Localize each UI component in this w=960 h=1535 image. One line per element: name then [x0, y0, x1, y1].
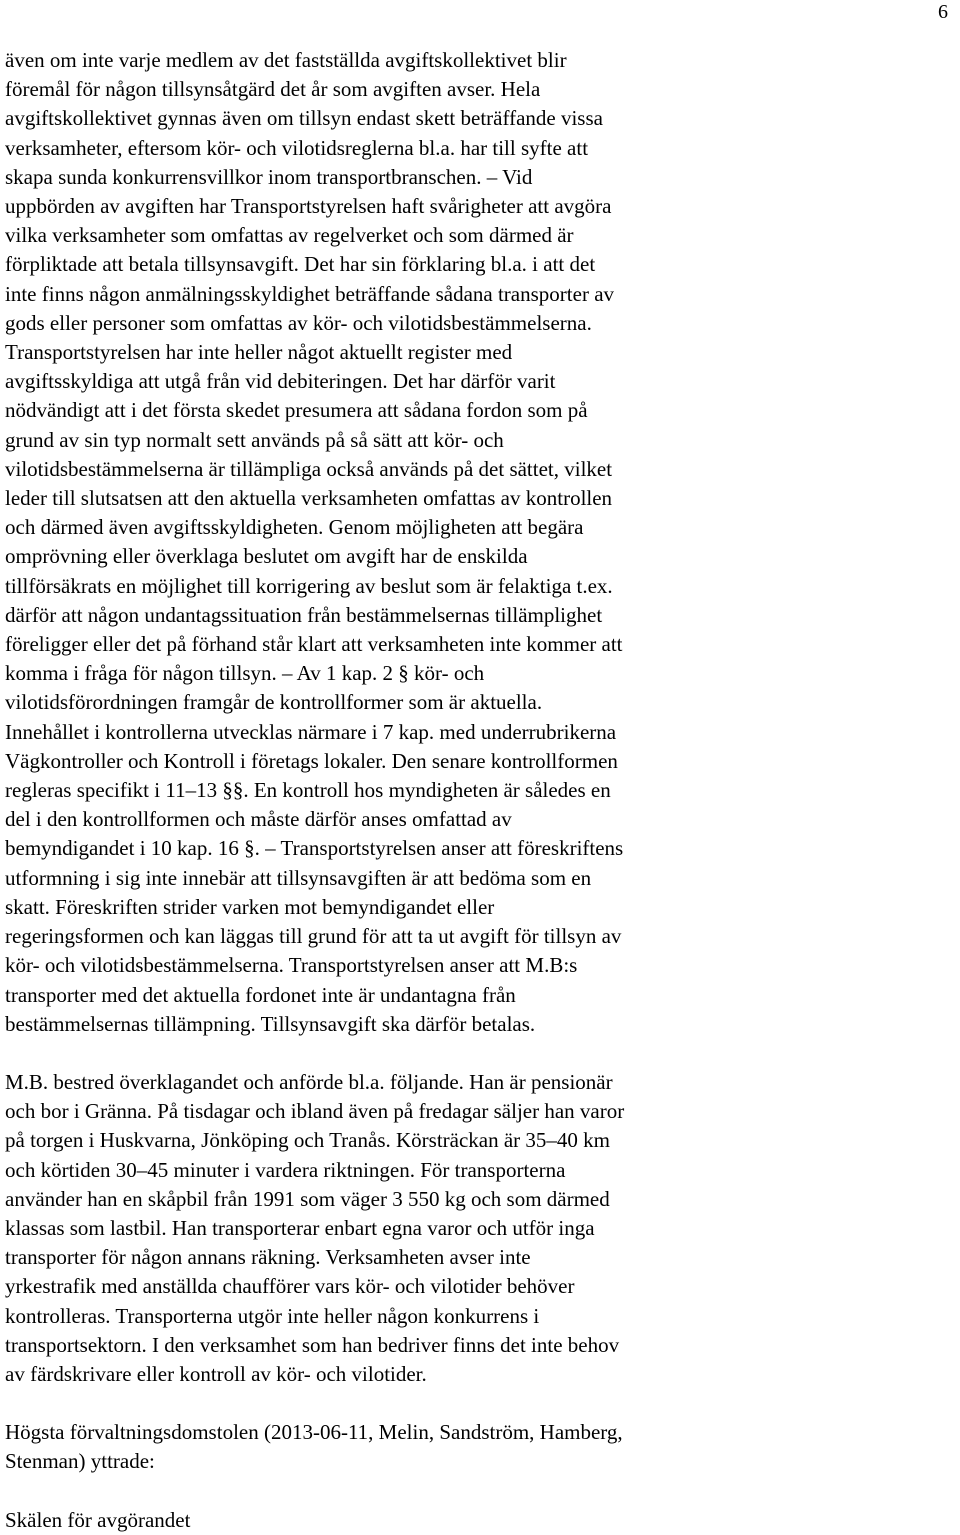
paragraph-gap	[5, 1477, 765, 1506]
text-line: även om inte varje medlem av det fastställda avgiftskollektivet blir	[5, 48, 567, 72]
text-line: skapa sunda konkurrensvillkor inom transportbranschen. – Vid	[5, 164, 533, 189]
text-line: utformning i sig inte innebär att tillsynsavgiften är att bedöma som en	[5, 865, 592, 890]
text-line: vilotidsförordningen framgår de kontrollformer som är aktuella.	[5, 690, 543, 715]
text-line: inte finns någon anmälningsskyldighet beträffande sådana transporter av	[5, 281, 615, 306]
section-heading	[5, 1506, 765, 1535]
text-line: M.B. bestred överklagandet och anförde bl.a. följande. Han är pensionär	[5, 1069, 613, 1094]
text-line: klassas som lastbil. Han transporterar enbart egna varor och utför inga	[5, 1215, 595, 1240]
text-line: därför att någon undantagssituation från bestämmelsernas tillämplighet	[5, 602, 603, 627]
text-line: och bor i Gränna. På tisdagar och ibland även på fredagar säljer han varor	[5, 1099, 625, 1124]
text-line: och därmed även avgiftsskyldigheten. Genom möjligheten att begära	[5, 515, 584, 540]
text-line: skatt. Föreskriften strider varken mot bemyndigandet eller	[5, 894, 495, 919]
text-line: avgiftskollektivet gynnas även om tillsyn endast skett beträffande vissa	[5, 106, 603, 131]
text-line: leder till slutsatsen att den aktuella verksamheten omfattas av kontrollen	[5, 486, 613, 511]
text-line: förpliktade att betala tillsynsavgift. Det har sin förklaring bl.a. i att det	[5, 252, 596, 277]
text-line: på torgen i Huskvarna, Jönköping och Tranås. Körsträckan är 35–40 km	[5, 1128, 611, 1153]
text-line: av färdskrivare eller kontroll av kör- och vilotider.	[5, 1361, 427, 1386]
text-line: transporter med det aktuella fordonet inte är undantagna från	[5, 982, 516, 1007]
text-line: regeringsformen och kan läggas till grund för att ta ut avgift för tillsyn av	[5, 924, 622, 949]
paragraph-court-statement	[5, 1418, 765, 1476]
text-line: regleras specifikt i 11–13 §§. En kontroll hos myndigheten är således en	[5, 778, 611, 803]
paragraph-mb-response	[5, 1068, 765, 1389]
text-line: bemyndigandet i 10 kap. 16 §. – Transportstyrelsen anser att föreskriftens	[5, 836, 624, 861]
text-line: nödvändigt att i det första skedet presumera att sådana fordon som på	[5, 398, 588, 423]
text-line: vilka verksamheter som omfattas av regelverket och som därmed är	[5, 223, 574, 248]
text-line: omprövning eller överklaga beslutet om avgift har de enskilda	[5, 544, 528, 569]
text-line: kontrolleras. Transporterna utgör inte heller någon konkurrens i	[5, 1303, 540, 1328]
text-line: uppbörden av avgiften har Transportstyrelsen haft svårigheter att avgöra	[5, 194, 612, 219]
text-line: transportsektorn. I den verksamhet som han bedriver finns det inte behov	[5, 1332, 620, 1357]
text-line: Vägkontroller och Kontroll i företags lokaler. Den senare kontrollformen	[5, 748, 618, 773]
text-line: och körtiden 30–45 minuter i vardera riktningen. För transporterna	[5, 1157, 566, 1182]
paragraph-gap	[5, 1389, 765, 1418]
text-line: avgiftsskyldiga att utgå från vid debiteringen. Det har därför varit	[5, 369, 556, 394]
text-line: föremål för någon tillsynsåtgärd det år som avgiften avser. Hela	[5, 77, 541, 102]
text-line: bestämmelsernas tillämpning. Tillsynsavgift ska därför betalas.	[5, 1011, 536, 1036]
text-line: tillförsäkrats en möjlighet till korrigering av beslut som är felaktiga t.ex.	[5, 573, 613, 598]
text-line: grund av sin typ normalt sett används på så sätt att kör- och	[5, 427, 504, 452]
text-line: använder han en skåpbil från 1991 som väger 3 550 kg och som därmed	[5, 1186, 610, 1211]
text-line: verksamheter, eftersom kör- och vilotidsreglerna bl.a. har till syfte att	[5, 135, 589, 160]
document-body	[5, 46, 765, 1535]
text-line: Stenman) yttrade:	[5, 1449, 155, 1474]
text-line: vilotidsbestämmelserna är tillämpliga också används på det sättet, vilket	[5, 456, 613, 481]
paragraph-transportstyrelsen-argument	[5, 46, 765, 1039]
text-line: Innehållet i kontrollerna utvecklas närmare i 7 kap. med underrubrikerna	[5, 719, 617, 744]
page-number: 6	[938, 1, 948, 23]
text-line: del i den kontrollformen och måste därför anses omfattad av	[5, 807, 512, 832]
text-line: föreligger eller det på förhand står klart att verksamheten inte kommer att	[5, 632, 623, 657]
text-line: komma i fråga för någon tillsyn. – Av 1 kap. 2 § kör- och	[5, 661, 485, 686]
text-line: Transportstyrelsen har inte heller något aktuellt register med	[5, 340, 513, 365]
text-line: Skälen för avgörandet	[5, 1507, 191, 1532]
text-line: transporter för någon annans räkning. Verksamheten avser inte	[5, 1245, 531, 1270]
text-line: gods eller personer som omfattas av kör- och vilotidsbestämmelserna.	[5, 310, 592, 335]
paragraph-gap	[5, 1039, 765, 1068]
text-line: kör- och vilotidsbestämmelserna. Transportstyrelsen anser att M.B:s	[5, 953, 578, 978]
text-line: Högsta förvaltningsdomstolen (2013-06-11, Melin, Sandström, Hamberg,	[5, 1420, 623, 1445]
text-line: yrkestrafik med anställda chaufförer vars kör- och vilotider behöver	[5, 1274, 575, 1299]
